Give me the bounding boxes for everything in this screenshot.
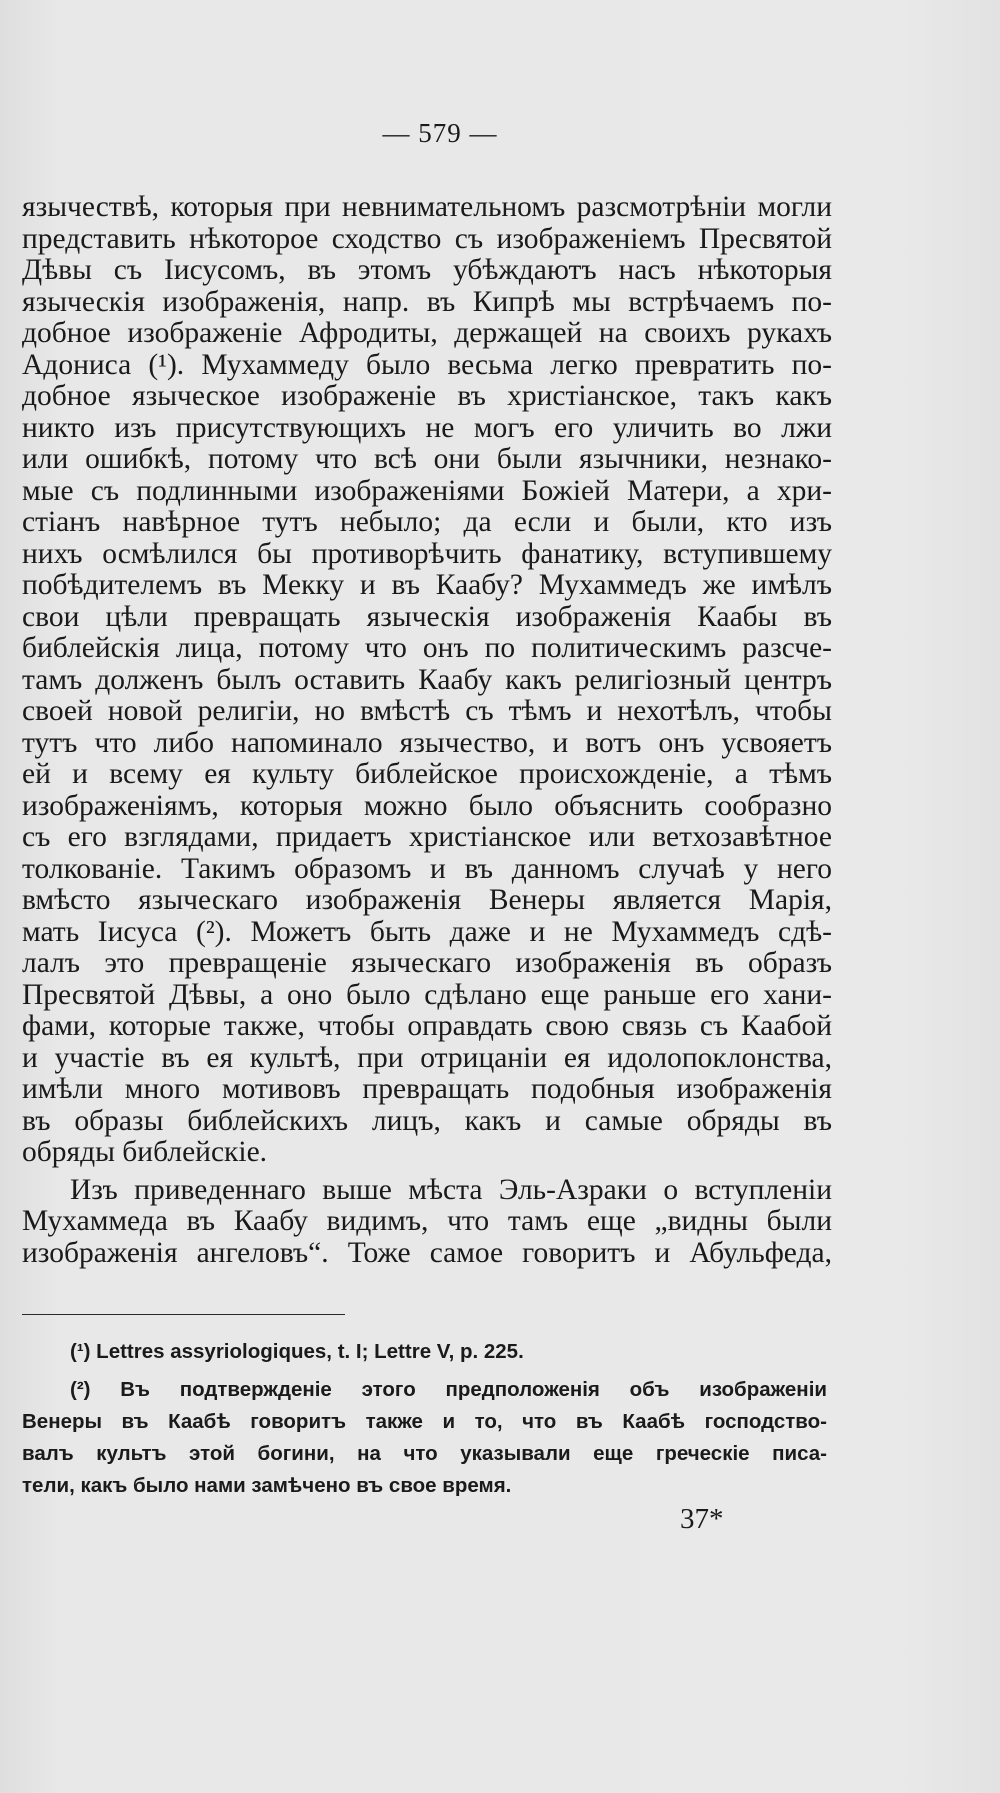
text-line: въ образы библейскихъ лицъ, какъ и самые обряды въ (22, 1104, 832, 1137)
text-line: представить нѣкоторое сходство съ изображеніемъ Пресвятой (22, 222, 832, 255)
text-line: своей новой религіи, но вмѣстѣ съ тѣмъ и нехотѣлъ, чтобы (22, 695, 832, 727)
text-line: добное изображеніе Афродиты, держащей на своихъ рукахъ (22, 317, 832, 349)
paragraph-1 (22, 192, 832, 1169)
footnote-1 (22, 1336, 827, 1368)
text-line: фами, которые также, чтобы оправдать свою связь съ Каабой (22, 1010, 832, 1042)
text-line: побѣдителемъ въ Мекку и въ Каабу? Мухаммедъ же имѣлъ (22, 569, 832, 601)
footnotes (22, 1336, 827, 1502)
paragraph-2 (22, 1175, 832, 1270)
footnote-line: (¹) Lettres assyriologiques, t. I; Lettre V, p. 225. (70, 1340, 524, 1363)
text-line: тутъ что либо напоминало язычество, и вотъ онъ усвояетъ (22, 726, 832, 759)
text-line: язычествѣ, которыя при невнимательномъ разсмотрѣніи могли (22, 191, 832, 223)
text-line: Изъ приведеннаго выше мѣста Эль-Азраки о вступленіи (70, 1173, 832, 1206)
text-line: имѣли много мотивовъ превращать подобныя изображенія (22, 1073, 832, 1105)
text-line: мать Іисуса (²). Можетъ быть даже и не Мухаммедъ сдѣ- (22, 915, 832, 948)
footnote-line: валъ культъ этой богини, на что указывали еще греческіе писа- (22, 1442, 827, 1465)
footnote-2 (22, 1374, 827, 1502)
signature-mark: 37* (680, 1503, 724, 1535)
text-line: лалъ это превращеніе языческаго изображенія въ образъ (22, 947, 832, 979)
text-line: библейскія лица, потому что онъ по политическимъ разсче- (22, 632, 832, 664)
footnote-line: Венеры въ Каабѣ говоритъ также и то, что въ Каабѣ господство- (22, 1410, 827, 1433)
text-line: вмѣсто языческаго изображенія Венеры является Марія, (22, 884, 832, 916)
text-line: мые съ подлинными изображеніями Божіей Матери, а хри- (22, 474, 832, 507)
text-line: съ его взглядами, придаетъ христіанское или ветхозавѣтное (22, 821, 832, 853)
text-line: языческія изображенія, напр. въ Кипрѣ мы встрѣчаемъ по- (22, 285, 832, 318)
text-line: и участіе въ ея культѣ, при отрицаніи ея идолопоклонства, (22, 1041, 832, 1074)
page-number: — 579 — (382, 118, 498, 148)
text-line: изображеніямъ, которыя можно было объяснить сообразно (22, 789, 832, 822)
text-line: изображенія ангеловъ“. Тоже самое говоритъ и Абульфеда, (22, 1236, 832, 1269)
text-line: Адониса (¹). Мухаммеду было весьма легко превратить по- (22, 348, 832, 381)
text-line: обряды библейскіе. (22, 1136, 268, 1168)
footnote-line: (²) Въ подтвержденіе этого предположенія объ изображеніи (70, 1378, 827, 1401)
text-line: стіанъ навѣрное тутъ небыло; да если и были, кто изъ (22, 506, 832, 538)
text-line: тамъ долженъ былъ оставить Каабу какъ религіозный центръ (22, 663, 832, 696)
text-line: толкованіе. Такимъ образомъ и въ данномъ случаѣ у него (22, 852, 832, 885)
text-line: Дѣвы съ Іисусомъ, въ этомъ убѣждаютъ насъ нѣкоторыя (22, 254, 832, 286)
text-line: свои цѣли превращать языческія изображенія Каабы въ (22, 600, 832, 633)
text-line: ей и всему ея культу библейское происхожденіе, а тѣмъ (22, 758, 832, 790)
text-line: Пресвятой Дѣвы, а оно было сдѣлано еще раньше его хани- (22, 978, 832, 1011)
text-line: Мухаммеда въ Каабу видимъ, что тамъ еще „видны были (22, 1205, 832, 1237)
body-text (22, 192, 832, 1269)
footnote-divider (22, 1314, 345, 1315)
text-line: никто изъ присутствующихъ не могъ его уличить во лжи (22, 411, 832, 444)
text-line: или ошибкѣ, потому что всѣ они были язычники, незнако- (22, 443, 832, 475)
footnote-line: тели, какъ было нами замѣчено въ свое время. (22, 1474, 512, 1497)
text-line: нихъ осмѣлился бы противорѣчить фанатику, вступившему (22, 537, 832, 570)
text-line: добное языческое изображеніе въ христіанское, такъ какъ (22, 380, 832, 412)
